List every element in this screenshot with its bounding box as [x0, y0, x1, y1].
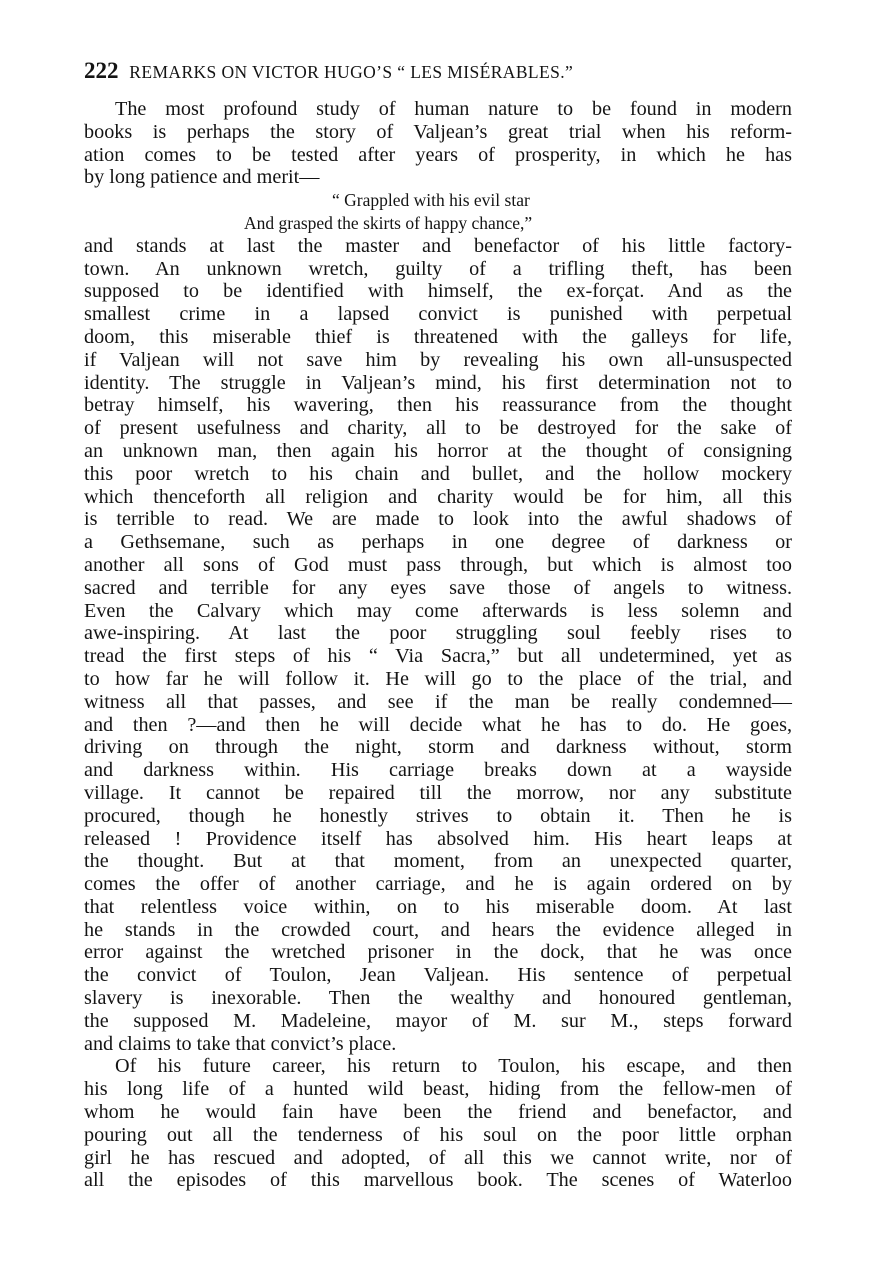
text-line: ation comes to be tested after years of prosperity, in which he has [84, 143, 792, 166]
text-line: if Valjean will not save him by revealing his own all-unsuspected [84, 348, 792, 371]
text-line: Even the Calvary which may come afterwards is less solemn and [84, 599, 792, 622]
text-line: a Gethsemane, such as perhaps in one degree of darkness or [84, 531, 792, 554]
text-line: comes the offer of another carriage, and he is again ordered on by [84, 873, 792, 896]
text-line: he stands in the crowded court, and hears the evidence alleged in [84, 918, 792, 941]
text-line: is terrible to read. We are made to look into the awful shadows of [84, 508, 792, 531]
text-line: released ! Providence itself has absolved him. His heart leaps at [84, 827, 792, 850]
text-line: awe-inspiring. At last the poor struggling soul feebly rises to [84, 622, 792, 645]
text-line: and stands at last the master and benefactor of his little factory- [84, 234, 792, 257]
text-line: books is perhaps the story of Valjean’s great trial when his reform- [84, 120, 792, 143]
quote-line: And grasped the skirts of happy chance,” [244, 212, 533, 233]
text-line: an unknown man, then again his horror at the thought of consigning [84, 439, 792, 462]
text-line: error against the wretched prisoner in the dock, that he was once [84, 941, 792, 964]
text-line: and then ?—and then he will decide what he has to do. He goes, [84, 713, 792, 736]
text-line: and darkness within. His carriage breaks down at a wayside [84, 759, 792, 782]
text-line: witness all that passes, and see if the man be really condemned— [84, 690, 792, 713]
running-title: REMARKS ON VICTOR HUGO’S “ LES MISÉRABLES.” [129, 62, 574, 82]
paragraph-1 [84, 98, 792, 189]
text-line: sacred and terrible for any eyes save those of angels to witness. [84, 576, 792, 599]
text-line: driving on through the night, storm and darkness without, storm [84, 736, 792, 759]
text-line: another all sons of God must pass through, but which is almost too [84, 553, 792, 576]
text-line: the convict of Toulon, Jean Valjean. His sentence of perpetual [84, 964, 792, 987]
text-line: tread the first steps of his “ Via Sacra,” but all undetermined, yet as [84, 645, 792, 668]
text-line: the supposed M. Madeleine, mayor of M. sur M., steps forward [84, 1009, 792, 1032]
text-line: betray himself, his wavering, then his reassurance from the thought [84, 394, 792, 417]
text-line: doom, this miserable thief is threatened with the galleys for life, [84, 325, 792, 348]
text-line: the thought. But at that moment, from an unexpected quarter, [84, 850, 792, 873]
text-line: procured, though he honestly strives to obtain it. Then he is [84, 804, 792, 827]
text-line: The most profound study of human nature to be found in modern [115, 98, 792, 120]
text-line: by long patience and merit— [84, 166, 320, 189]
text-line: pouring out all the tenderness of his soul on the poor little orphan [84, 1123, 792, 1146]
paragraph-2 [84, 235, 792, 1056]
text-line: all the episodes of this marvellous book. The scenes of Waterloo [84, 1169, 792, 1192]
text-line: his long life of a hunted wild beast, hiding from the fellow-men of [84, 1078, 792, 1101]
body-text [84, 98, 792, 1192]
text-line: girl he has rescued and adopted, of all this we cannot write, nor of [84, 1146, 792, 1169]
quote-line: “ Grappled with his evil star [332, 190, 530, 211]
text-line: to how far he will follow it. He will go to the place of the trial, and [84, 667, 792, 690]
text-line: of present usefulness and charity, all to be destroyed for the sake of [84, 417, 792, 440]
text-line: supposed to be identified with himself, the ex-forçat. And as the [84, 280, 792, 303]
text-line: that relentless voice within, on to his miserable doom. At last [84, 895, 792, 918]
paragraph-3 [84, 1055, 792, 1192]
text-line: smallest crime in a lapsed convict is punished with perpetual [84, 303, 792, 326]
running-header [84, 58, 804, 84]
text-line: village. It cannot be repaired till the morrow, nor any substitute [84, 781, 792, 804]
text-line: slavery is inexorable. Then the wealthy and honoured gentleman, [84, 987, 792, 1010]
text-line: town. An unknown wretch, guilty of a trifling theft, has been [84, 257, 792, 280]
text-line: and claims to take that convict’s place. [84, 1032, 397, 1055]
text-line: identity. The struggle in Valjean’s mind, his first determination not to [84, 371, 792, 394]
verse-quotation [84, 189, 792, 235]
text-line: whom he would fain have been the friend and benefactor, and [84, 1101, 792, 1124]
text-line: Of his future career, his return to Toulon, his escape, and then [115, 1055, 792, 1078]
page-number: 222 [84, 58, 119, 83]
text-line: which thenceforth all religion and charity would be for him, all this [84, 485, 792, 508]
text-line: this poor wretch to his chain and bullet, and the hollow mockery [84, 462, 792, 485]
